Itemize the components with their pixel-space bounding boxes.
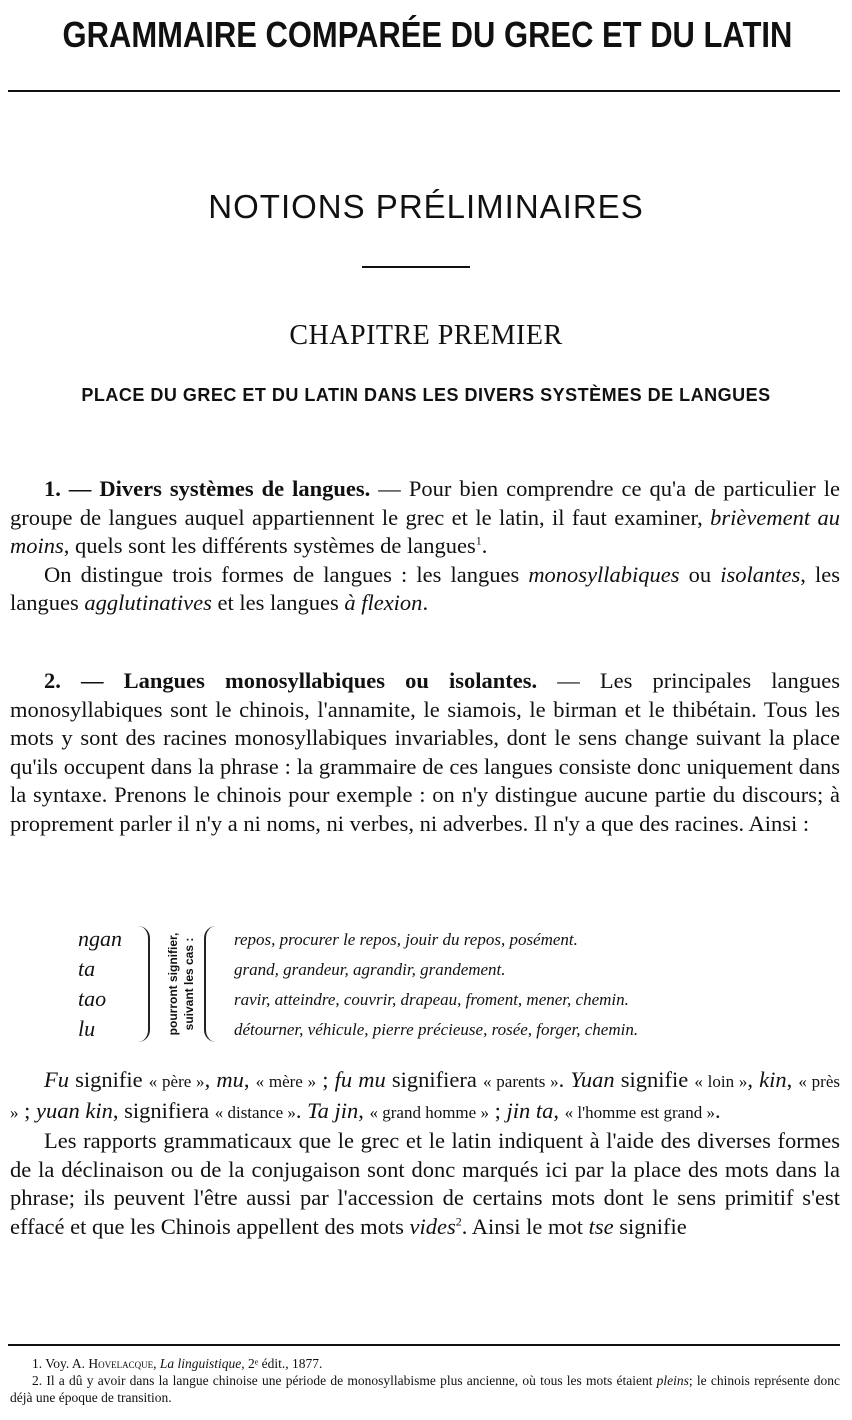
section-2-number: 2. — bbox=[44, 668, 104, 693]
section-2-paragraph bbox=[10, 667, 840, 839]
text-run: ; bbox=[488, 1097, 507, 1123]
text-run: Il a dû y avoir dans la langue chinoise une période de monosyllabisme plus ancienne, où tous les mots étaient bbox=[42, 1373, 657, 1388]
gloss: « l'homme est grand » bbox=[564, 1102, 715, 1122]
chinese-word: jin ta bbox=[506, 1097, 554, 1123]
gloss: « grand homme » bbox=[369, 1102, 489, 1122]
bracket-label-line-2: suivant les cas : bbox=[182, 937, 196, 1031]
text-run: signifie bbox=[614, 1067, 695, 1092]
example-meanings: ravir, atteindre, couvrir, drapeau, froment, mener, chemin. bbox=[234, 990, 629, 1009]
section-1-heading: Divers systèmes de langues. bbox=[99, 476, 371, 501]
body-continued bbox=[10, 1066, 840, 1242]
example-meanings: détourner, véhicule, pierre précieuse, rosée, forger, chemin. bbox=[234, 1020, 639, 1039]
text-run: , bbox=[243, 1067, 256, 1092]
footnote-rule bbox=[8, 1344, 840, 1346]
text-run: signifie bbox=[613, 1213, 687, 1239]
text-run: , bbox=[153, 1356, 160, 1371]
text-run: , bbox=[786, 1067, 799, 1092]
chinese-word: Ta jin bbox=[307, 1097, 359, 1123]
text-run: ou bbox=[679, 561, 721, 587]
right-brace bbox=[204, 926, 216, 1042]
text-run: , bbox=[553, 1097, 565, 1123]
bracket-label-line-1: pourront signifier, bbox=[166, 932, 180, 1036]
section-1-text: — Pour bien comprendre ce qu'a de particulier le groupe de langues auquel appartiennent le grec et le latin, il faut examiner, bbox=[10, 476, 841, 530]
title-rule bbox=[362, 266, 470, 268]
footnote-number: 1. bbox=[32, 1356, 43, 1371]
section-2 bbox=[10, 667, 840, 839]
section-1-paragraph bbox=[10, 475, 840, 561]
text-run: , bbox=[747, 1067, 760, 1092]
footnote-2 bbox=[10, 1372, 840, 1406]
section-1-italic: brièvement au moins bbox=[10, 504, 840, 559]
chinese-word: Fu bbox=[44, 1067, 69, 1092]
rapports-paragraph bbox=[10, 1127, 840, 1241]
section-1-paragraph-2 bbox=[10, 561, 840, 618]
example-meanings: repos, procurer le repos, jouir du repos, posément. bbox=[234, 930, 578, 949]
footnote-title: La linguistique bbox=[159, 1356, 242, 1371]
text-run: , 2ᵉ édit., 1877. bbox=[241, 1356, 323, 1371]
gloss: « loin » bbox=[694, 1072, 748, 1091]
example-word: lu bbox=[78, 1016, 96, 1041]
italic-term: isolantes bbox=[720, 561, 801, 587]
italic-term: pleins bbox=[656, 1373, 689, 1388]
text-run: Voy. A. bbox=[42, 1356, 89, 1371]
footnote-1 bbox=[10, 1355, 840, 1372]
footnote-author: Hovelacque bbox=[88, 1356, 154, 1371]
text-run: . bbox=[558, 1067, 571, 1092]
footnotes bbox=[10, 1355, 840, 1406]
section-1-number: 1. — bbox=[44, 476, 92, 501]
example-word: ngan bbox=[78, 926, 122, 951]
gloss: « père » bbox=[148, 1072, 205, 1091]
text-run: et les langues bbox=[211, 590, 345, 616]
part-title: NOTIONS PRÉLIMINAIRES bbox=[208, 188, 644, 225]
section-1 bbox=[10, 475, 840, 618]
chapter-title: CHAPITRE PREMIER bbox=[289, 320, 563, 351]
chapter-subtitle: PLACE DU GREC ET DU LATIN DANS LES DIVERS SYSTÈMES DE LANGUES bbox=[81, 385, 771, 405]
gloss: « parents » bbox=[483, 1072, 559, 1091]
chinese-word: mu bbox=[216, 1067, 244, 1092]
example-word: ta bbox=[78, 956, 96, 981]
examples-table bbox=[78, 922, 838, 1046]
text-run: , les langues bbox=[10, 561, 840, 616]
section-1-text-end: , quels sont les différents systèmes de langues bbox=[63, 533, 476, 559]
gloss: « mère » bbox=[255, 1072, 317, 1091]
section-2-heading: Langues monosyllabiques ou isolantes. bbox=[123, 668, 538, 693]
footnote-number: 2. bbox=[32, 1373, 43, 1388]
gloss: « distance » bbox=[214, 1102, 296, 1122]
text-run: , bbox=[204, 1067, 217, 1092]
text-run: ; bbox=[18, 1097, 37, 1123]
example-word: tao bbox=[78, 986, 107, 1011]
text-run: signifiera bbox=[385, 1067, 484, 1092]
fu-paragraph bbox=[10, 1066, 840, 1127]
gloss: « près » bbox=[10, 1072, 841, 1122]
header-rule bbox=[8, 90, 840, 92]
chinese-word: fu mu bbox=[334, 1067, 386, 1092]
italic-term: tse bbox=[588, 1213, 614, 1239]
running-head: GRAMMAIRE COMPARÉE DU GREC ET DU LATIN bbox=[62, 14, 793, 55]
text-run: ; le chinois représente donc déjà une époque de transition. bbox=[10, 1373, 840, 1405]
text-run: On distingue trois formes de langues : les langues bbox=[44, 561, 529, 587]
footnote-ref-2[interactable]: 2 bbox=[455, 1214, 462, 1229]
italic-term: à flexion bbox=[344, 590, 423, 616]
text-run: Les rapports grammaticaux que le grec et le latin indiquent à l'aide des diverses formes de la déclinaison ou de la conjugaison sont donc marqués ici par la place des mots dans la phrase; ils peuvent l'être aussi par l'accession de certains mots dont le sens primitif s'est effacé et que les Chinois appellent des mots bbox=[10, 1128, 840, 1239]
left-brace bbox=[138, 926, 150, 1042]
text-run: . bbox=[714, 1097, 721, 1123]
text-run: ; bbox=[316, 1067, 335, 1092]
chinese-word: yuan kin bbox=[36, 1097, 113, 1123]
chinese-word: kin bbox=[759, 1067, 787, 1092]
text-run: , bbox=[358, 1097, 370, 1123]
italic-term: vides bbox=[409, 1213, 456, 1239]
footnote-ref-1[interactable]: 1 bbox=[475, 533, 482, 548]
chinese-word: Yuan bbox=[570, 1067, 615, 1092]
italic-term: agglutinatives bbox=[84, 590, 212, 616]
text-run: . bbox=[422, 590, 429, 616]
text-run: . bbox=[295, 1097, 308, 1123]
italic-term: monosyllabiques bbox=[528, 561, 680, 587]
bracket-label bbox=[158, 926, 204, 1042]
text-run: , signifiera bbox=[112, 1097, 215, 1123]
section-2-text: — Les principales langues monosyllabiques sont le chinois, l'annamite, le siamois, le birman et le thibétain. Tous les mots y sont des racines monosyllabiques invariables, dont le sens change suivant la place qu'ils occupent dans la phrase : la grammaire de ces langues consiste donc uniquement dans la syntaxe. Prenons le chinois pour exemple : on n'y distingue aucune partie du discours; à proprement parler il n'y a ni noms, ni verbes, ni adverbes. Il n'y a que des racines. Ainsi : bbox=[10, 668, 840, 836]
text-run: . Ainsi le mot bbox=[461, 1213, 589, 1239]
text-run: signifie bbox=[69, 1067, 149, 1092]
section-1-close: . bbox=[481, 533, 488, 559]
example-meanings: grand, grandeur, agrandir, grandement. bbox=[234, 960, 506, 979]
